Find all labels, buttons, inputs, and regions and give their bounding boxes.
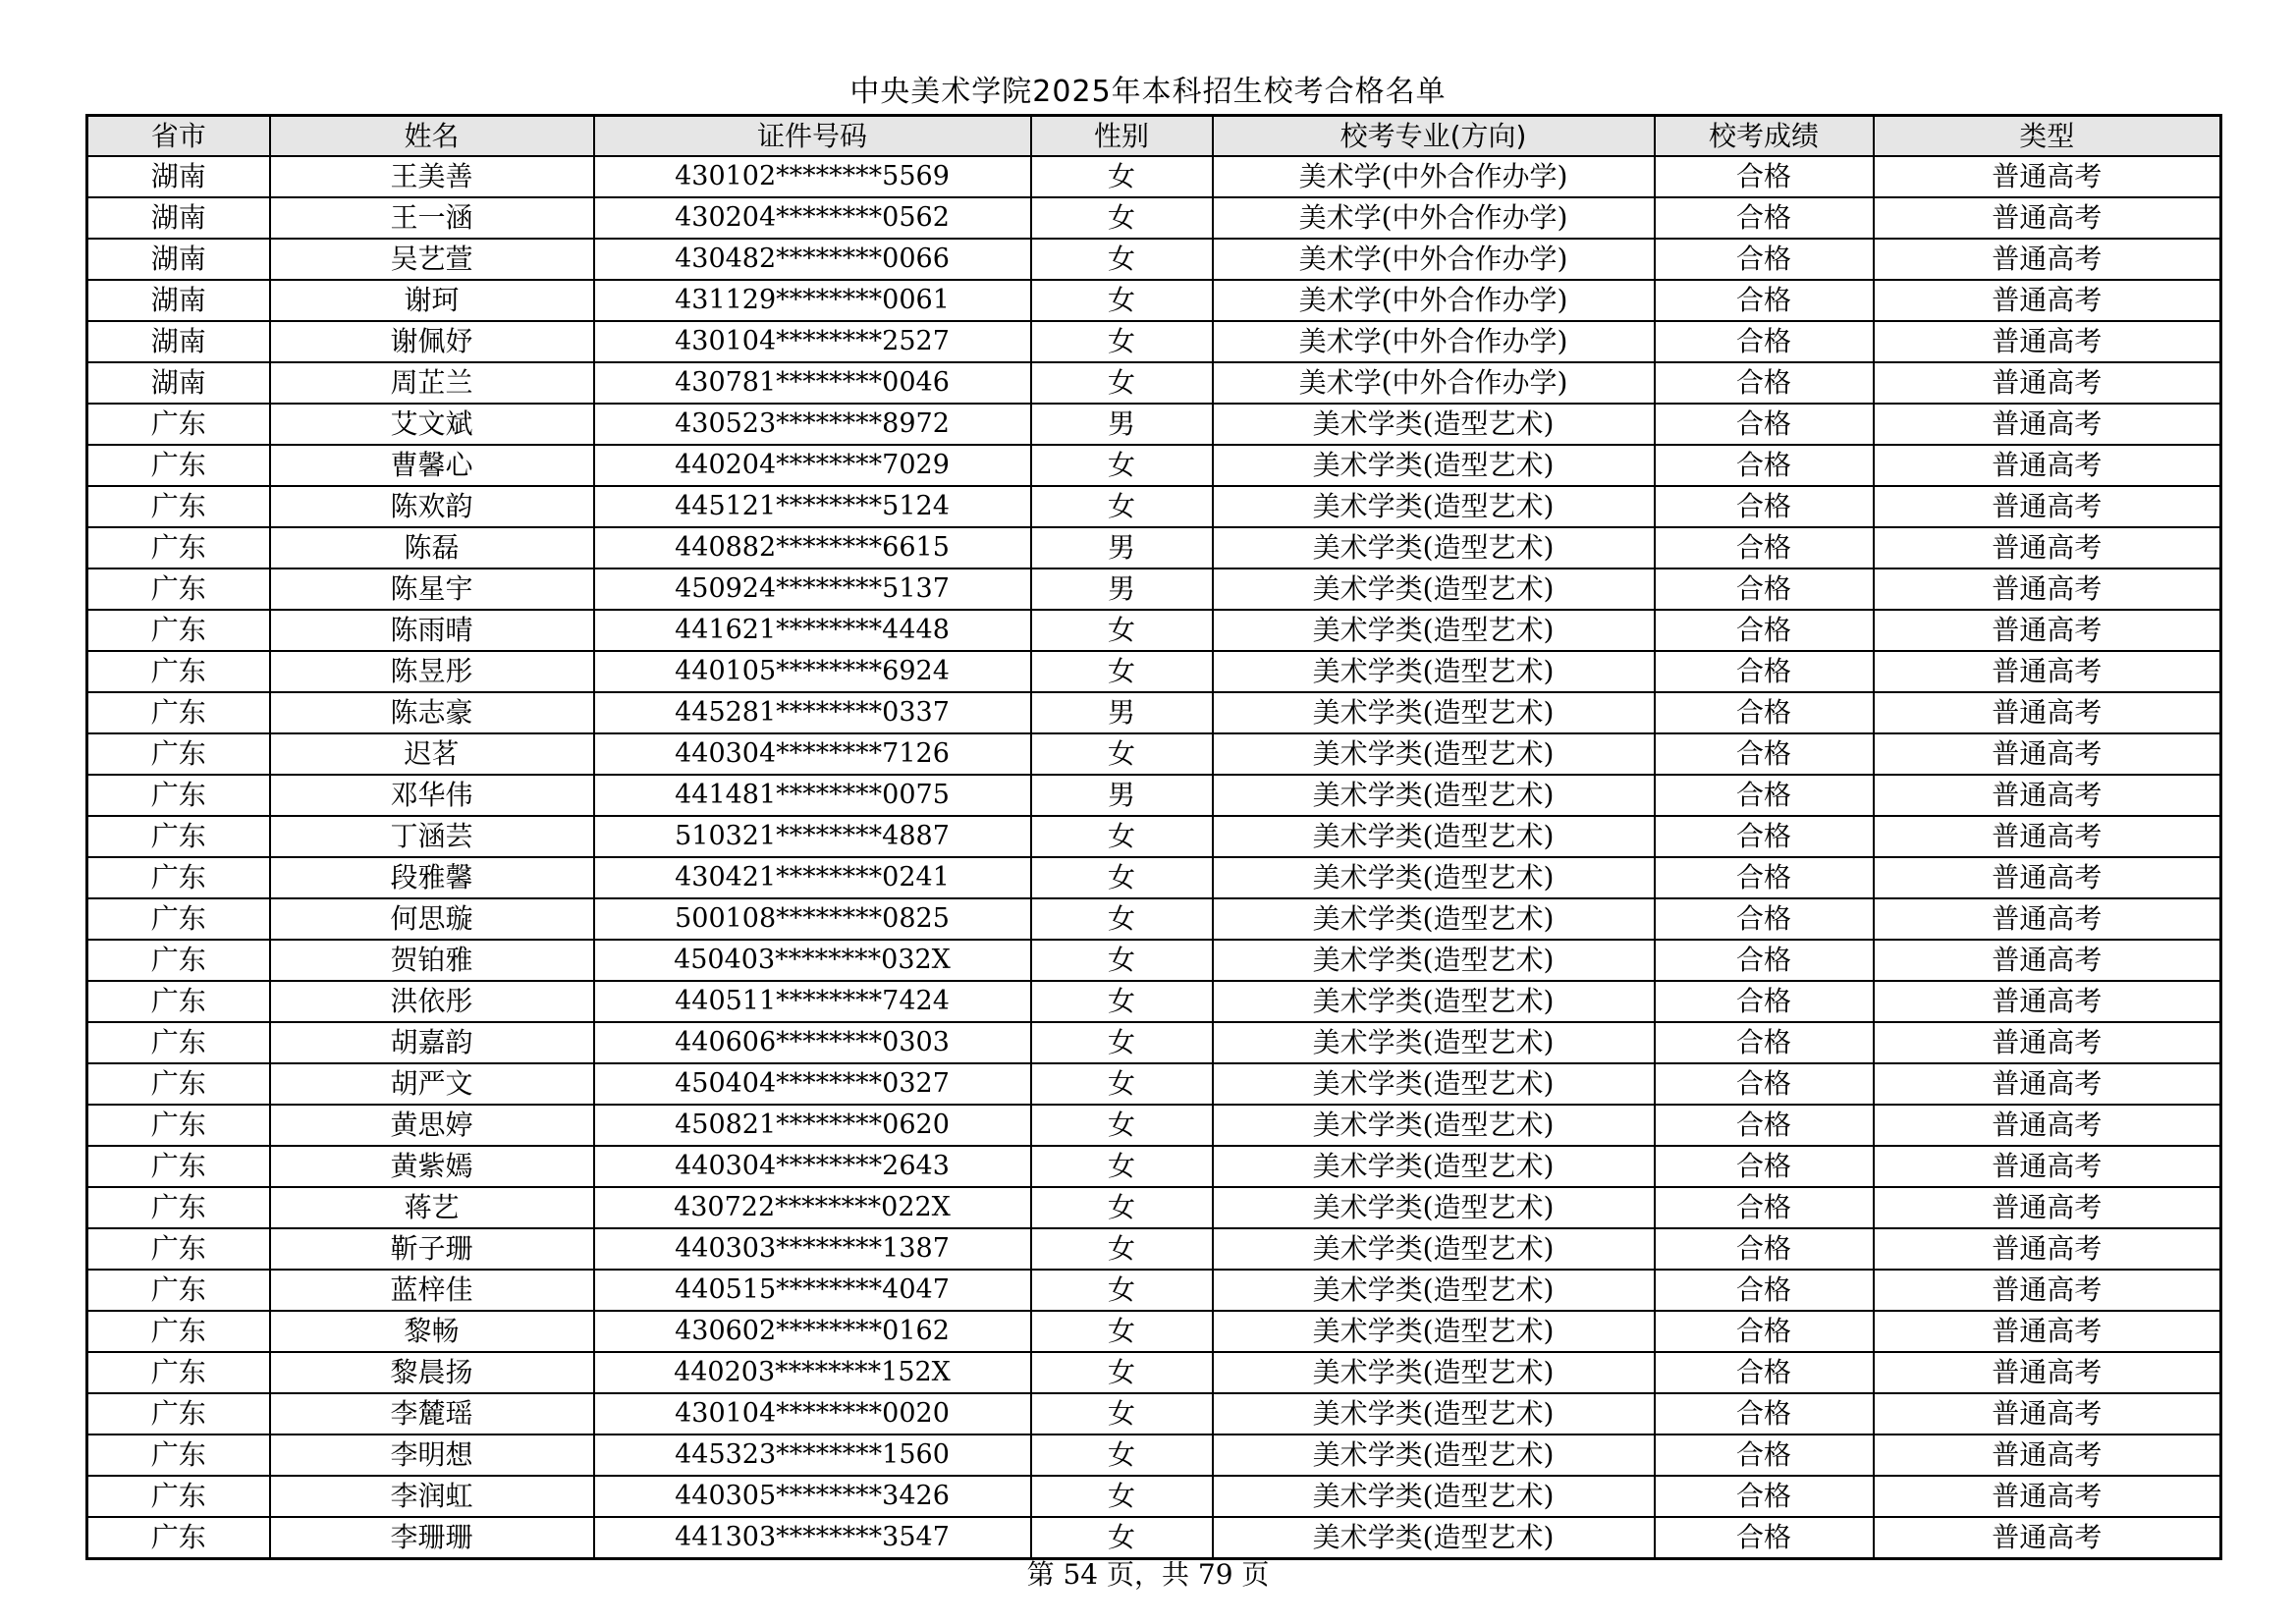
- major-cell: 美术学类(造型艺术): [1213, 733, 1655, 775]
- gender-cell: 女: [1031, 1311, 1213, 1352]
- result-cell: 合格: [1655, 404, 1874, 445]
- result-cell: 合格: [1655, 197, 1874, 239]
- table-row: [87, 1270, 2221, 1311]
- major-cell: 美术学类(造型艺术): [1213, 692, 1655, 733]
- table-row: [87, 898, 2221, 940]
- id-number-cell: 431129********0061: [594, 280, 1031, 321]
- province-cell: 广东: [87, 857, 270, 898]
- name-cell: 李润虹: [270, 1476, 594, 1517]
- province-cell: 湖南: [87, 239, 270, 280]
- result-cell: 合格: [1655, 527, 1874, 568]
- id-number-cell: 430781********0046: [594, 362, 1031, 404]
- id-number-cell: 445121********5124: [594, 486, 1031, 527]
- type-cell: 普通高考: [1874, 1517, 2221, 1559]
- province-cell: 广东: [87, 651, 270, 692]
- name-cell: 陈志豪: [270, 692, 594, 733]
- result-cell: 合格: [1655, 898, 1874, 940]
- table-row: [87, 733, 2221, 775]
- result-cell: 合格: [1655, 1311, 1874, 1352]
- result-cell: 合格: [1655, 362, 1874, 404]
- table-row: [87, 156, 2221, 197]
- id-number-cell: 440204********7029: [594, 445, 1031, 486]
- name-cell: 迟茗: [270, 733, 594, 775]
- major-cell: 美术学类(造型艺术): [1213, 1228, 1655, 1270]
- table-row: [87, 981, 2221, 1022]
- table-row: [87, 1393, 2221, 1435]
- table-row: [87, 445, 2221, 486]
- table-row: [87, 816, 2221, 857]
- province-cell: 湖南: [87, 280, 270, 321]
- id-number-cell: 441303********3547: [594, 1517, 1031, 1559]
- type-cell: 普通高考: [1874, 692, 2221, 733]
- result-cell: 合格: [1655, 1393, 1874, 1435]
- table-body: [87, 156, 2221, 1559]
- column-header-major: 校考专业(方向): [1213, 116, 1655, 157]
- name-cell: 蓝梓佳: [270, 1270, 594, 1311]
- major-cell: 美术学类(造型艺术): [1213, 486, 1655, 527]
- result-cell: 合格: [1655, 1476, 1874, 1517]
- result-cell: 合格: [1655, 857, 1874, 898]
- id-number-cell: 510321********4887: [594, 816, 1031, 857]
- major-cell: 美术学类(造型艺术): [1213, 527, 1655, 568]
- id-number-cell: 450403********032X: [594, 940, 1031, 981]
- province-cell: 湖南: [87, 197, 270, 239]
- major-cell: 美术学类(造型艺术): [1213, 857, 1655, 898]
- id-number-cell: 430204********0562: [594, 197, 1031, 239]
- result-cell: 合格: [1655, 1270, 1874, 1311]
- major-cell: 美术学类(造型艺术): [1213, 1063, 1655, 1105]
- province-cell: 广东: [87, 404, 270, 445]
- id-number-cell: 445281********0337: [594, 692, 1031, 733]
- result-cell: 合格: [1655, 1352, 1874, 1393]
- type-cell: 普通高考: [1874, 1476, 2221, 1517]
- type-cell: 普通高考: [1874, 1146, 2221, 1187]
- name-cell: 黎畅: [270, 1311, 594, 1352]
- gender-cell: 女: [1031, 816, 1213, 857]
- type-cell: 普通高考: [1874, 1022, 2221, 1063]
- gender-cell: 女: [1031, 610, 1213, 651]
- province-cell: 广东: [87, 527, 270, 568]
- result-cell: 合格: [1655, 568, 1874, 610]
- column-header-name: 姓名: [270, 116, 594, 157]
- name-cell: 洪依彤: [270, 981, 594, 1022]
- major-cell: 美术学类(造型艺术): [1213, 1105, 1655, 1146]
- id-number-cell: 440304********2643: [594, 1146, 1031, 1187]
- id-number-cell: 450404********0327: [594, 1063, 1031, 1105]
- id-number-cell: 430104********2527: [594, 321, 1031, 362]
- gender-cell: 女: [1031, 651, 1213, 692]
- province-cell: 广东: [87, 1022, 270, 1063]
- column-header-province: 省市: [87, 116, 270, 157]
- province-cell: 广东: [87, 1517, 270, 1559]
- result-cell: 合格: [1655, 1435, 1874, 1476]
- table-row: [87, 651, 2221, 692]
- gender-cell: 女: [1031, 1393, 1213, 1435]
- gender-cell: 女: [1031, 898, 1213, 940]
- type-cell: 普通高考: [1874, 445, 2221, 486]
- major-cell: 美术学(中外合作办学): [1213, 239, 1655, 280]
- type-cell: 普通高考: [1874, 527, 2221, 568]
- major-cell: 美术学类(造型艺术): [1213, 1311, 1655, 1352]
- id-number-cell: 440882********6615: [594, 527, 1031, 568]
- column-header-gender: 性别: [1031, 116, 1213, 157]
- type-cell: 普通高考: [1874, 1063, 2221, 1105]
- type-cell: 普通高考: [1874, 1352, 2221, 1393]
- id-number-cell: 430523********8972: [594, 404, 1031, 445]
- id-number-cell: 440105********6924: [594, 651, 1031, 692]
- gender-cell: 女: [1031, 1476, 1213, 1517]
- result-cell: 合格: [1655, 775, 1874, 816]
- id-number-cell: 440304********7126: [594, 733, 1031, 775]
- result-cell: 合格: [1655, 940, 1874, 981]
- name-cell: 陈欢韵: [270, 486, 594, 527]
- name-cell: 吴艺萱: [270, 239, 594, 280]
- table-row: [87, 1187, 2221, 1228]
- table-row: [87, 940, 2221, 981]
- major-cell: 美术学类(造型艺术): [1213, 445, 1655, 486]
- major-cell: 美术学类(造型艺术): [1213, 651, 1655, 692]
- table-row: [87, 775, 2221, 816]
- id-number-cell: 450821********0620: [594, 1105, 1031, 1146]
- result-cell: 合格: [1655, 1063, 1874, 1105]
- major-cell: 美术学类(造型艺术): [1213, 1146, 1655, 1187]
- major-cell: 美术学类(造型艺术): [1213, 1517, 1655, 1559]
- province-cell: 广东: [87, 1435, 270, 1476]
- type-cell: 普通高考: [1874, 156, 2221, 197]
- gender-cell: 女: [1031, 940, 1213, 981]
- admission-list-table: [85, 114, 2222, 1560]
- id-number-cell: 440203********152X: [594, 1352, 1031, 1393]
- gender-cell: 女: [1031, 156, 1213, 197]
- type-cell: 普通高考: [1874, 1187, 2221, 1228]
- id-number-cell: 430421********0241: [594, 857, 1031, 898]
- type-cell: 普通高考: [1874, 1393, 2221, 1435]
- type-cell: 普通高考: [1874, 775, 2221, 816]
- result-cell: 合格: [1655, 1517, 1874, 1559]
- id-number-cell: 440606********0303: [594, 1022, 1031, 1063]
- province-cell: 湖南: [87, 321, 270, 362]
- name-cell: 李珊珊: [270, 1517, 594, 1559]
- type-cell: 普通高考: [1874, 610, 2221, 651]
- id-number-cell: 450924********5137: [594, 568, 1031, 610]
- column-header-result: 校考成绩: [1655, 116, 1874, 157]
- province-cell: 湖南: [87, 156, 270, 197]
- result-cell: 合格: [1655, 486, 1874, 527]
- table-row: [87, 239, 2221, 280]
- gender-cell: 男: [1031, 692, 1213, 733]
- name-cell: 陈磊: [270, 527, 594, 568]
- type-cell: 普通高考: [1874, 486, 2221, 527]
- gender-cell: 女: [1031, 197, 1213, 239]
- type-cell: 普通高考: [1874, 898, 2221, 940]
- gender-cell: 女: [1031, 1228, 1213, 1270]
- major-cell: 美术学类(造型艺术): [1213, 940, 1655, 981]
- name-cell: 胡嘉韵: [270, 1022, 594, 1063]
- province-cell: 广东: [87, 1393, 270, 1435]
- province-cell: 广东: [87, 610, 270, 651]
- province-cell: 广东: [87, 1270, 270, 1311]
- type-cell: 普通高考: [1874, 321, 2221, 362]
- type-cell: 普通高考: [1874, 239, 2221, 280]
- province-cell: 广东: [87, 733, 270, 775]
- major-cell: 美术学(中外合作办学): [1213, 362, 1655, 404]
- name-cell: 王美善: [270, 156, 594, 197]
- gender-cell: 女: [1031, 239, 1213, 280]
- gender-cell: 女: [1031, 1187, 1213, 1228]
- type-cell: 普通高考: [1874, 981, 2221, 1022]
- gender-cell: 女: [1031, 486, 1213, 527]
- type-cell: 普通高考: [1874, 733, 2221, 775]
- table-row: [87, 486, 2221, 527]
- result-cell: 合格: [1655, 981, 1874, 1022]
- name-cell: 黄思婷: [270, 1105, 594, 1146]
- type-cell: 普通高考: [1874, 940, 2221, 981]
- major-cell: 美术学(中外合作办学): [1213, 156, 1655, 197]
- id-number-cell: 430482********0066: [594, 239, 1031, 280]
- result-cell: 合格: [1655, 156, 1874, 197]
- table-row: [87, 1435, 2221, 1476]
- province-cell: 湖南: [87, 362, 270, 404]
- province-cell: 广东: [87, 1187, 270, 1228]
- province-cell: 广东: [87, 568, 270, 610]
- province-cell: 广东: [87, 816, 270, 857]
- name-cell: 谢佩妤: [270, 321, 594, 362]
- table-row: [87, 1105, 2221, 1146]
- name-cell: 王一涵: [270, 197, 594, 239]
- result-cell: 合格: [1655, 445, 1874, 486]
- major-cell: 美术学类(造型艺术): [1213, 1022, 1655, 1063]
- major-cell: 美术学类(造型艺术): [1213, 404, 1655, 445]
- id-number-cell: 430104********0020: [594, 1393, 1031, 1435]
- gender-cell: 女: [1031, 1270, 1213, 1311]
- id-number-cell: 445323********1560: [594, 1435, 1031, 1476]
- name-cell: 何思璇: [270, 898, 594, 940]
- table-row: [87, 1311, 2221, 1352]
- name-cell: 艾文斌: [270, 404, 594, 445]
- gender-cell: 男: [1031, 527, 1213, 568]
- page-title: 中央美术学院2025年本科招生校考合格名单: [849, 75, 1447, 109]
- result-cell: 合格: [1655, 1187, 1874, 1228]
- province-cell: 广东: [87, 1105, 270, 1146]
- id-number-cell: 430722********022X: [594, 1187, 1031, 1228]
- result-cell: 合格: [1655, 321, 1874, 362]
- type-cell: 普通高考: [1874, 568, 2221, 610]
- province-cell: 广东: [87, 1146, 270, 1187]
- table-row: [87, 568, 2221, 610]
- major-cell: 美术学类(造型艺术): [1213, 568, 1655, 610]
- gender-cell: 女: [1031, 362, 1213, 404]
- name-cell: 陈雨晴: [270, 610, 594, 651]
- province-cell: 广东: [87, 1311, 270, 1352]
- column-header-id-number: 证件号码: [594, 116, 1031, 157]
- name-cell: 邓华伟: [270, 775, 594, 816]
- id-number-cell: 441621********4448: [594, 610, 1031, 651]
- name-cell: 陈星宇: [270, 568, 594, 610]
- province-cell: 广东: [87, 445, 270, 486]
- id-number-cell: 440303********1387: [594, 1228, 1031, 1270]
- result-cell: 合格: [1655, 1228, 1874, 1270]
- gender-cell: 女: [1031, 733, 1213, 775]
- name-cell: 贺铂雅: [270, 940, 594, 981]
- table-row: [87, 1352, 2221, 1393]
- name-cell: 胡严文: [270, 1063, 594, 1105]
- gender-cell: 女: [1031, 280, 1213, 321]
- table-row: [87, 610, 2221, 651]
- column-header-type: 类型: [1874, 116, 2221, 157]
- province-cell: 广东: [87, 1352, 270, 1393]
- province-cell: 广东: [87, 940, 270, 981]
- type-cell: 普通高考: [1874, 280, 2221, 321]
- id-number-cell: 440515********4047: [594, 1270, 1031, 1311]
- result-cell: 合格: [1655, 610, 1874, 651]
- id-number-cell: 430602********0162: [594, 1311, 1031, 1352]
- gender-cell: 女: [1031, 981, 1213, 1022]
- result-cell: 合格: [1655, 280, 1874, 321]
- gender-cell: 男: [1031, 568, 1213, 610]
- table-header-row: [87, 116, 2221, 157]
- table-row: [87, 197, 2221, 239]
- table-row: [87, 1517, 2221, 1559]
- type-cell: 普通高考: [1874, 1270, 2221, 1311]
- major-cell: 美术学类(造型艺术): [1213, 1393, 1655, 1435]
- major-cell: 美术学类(造型艺术): [1213, 610, 1655, 651]
- name-cell: 曹馨心: [270, 445, 594, 486]
- major-cell: 美术学类(造型艺术): [1213, 898, 1655, 940]
- id-number-cell: 441481********0075: [594, 775, 1031, 816]
- name-cell: 黄紫嫣: [270, 1146, 594, 1187]
- gender-cell: 女: [1031, 1517, 1213, 1559]
- table-row: [87, 692, 2221, 733]
- table-row: [87, 404, 2221, 445]
- name-cell: 周芷兰: [270, 362, 594, 404]
- result-cell: 合格: [1655, 1022, 1874, 1063]
- gender-cell: 男: [1031, 775, 1213, 816]
- province-cell: 广东: [87, 775, 270, 816]
- major-cell: 美术学(中外合作办学): [1213, 280, 1655, 321]
- table-row: [87, 1063, 2221, 1105]
- result-cell: 合格: [1655, 1146, 1874, 1187]
- page-footer: 第 54 页，共 79 页: [1026, 1558, 1270, 1591]
- type-cell: 普通高考: [1874, 404, 2221, 445]
- major-cell: 美术学类(造型艺术): [1213, 775, 1655, 816]
- gender-cell: 男: [1031, 404, 1213, 445]
- type-cell: 普通高考: [1874, 651, 2221, 692]
- type-cell: 普通高考: [1874, 197, 2221, 239]
- name-cell: 陈昱彤: [270, 651, 594, 692]
- gender-cell: 女: [1031, 1022, 1213, 1063]
- gender-cell: 女: [1031, 1435, 1213, 1476]
- name-cell: 李明想: [270, 1435, 594, 1476]
- gender-cell: 女: [1031, 445, 1213, 486]
- type-cell: 普通高考: [1874, 816, 2221, 857]
- major-cell: 美术学类(造型艺术): [1213, 1187, 1655, 1228]
- table-row: [87, 1022, 2221, 1063]
- gender-cell: 女: [1031, 321, 1213, 362]
- table-row: [87, 1228, 2221, 1270]
- name-cell: 蒋艺: [270, 1187, 594, 1228]
- gender-cell: 女: [1031, 1352, 1213, 1393]
- province-cell: 广东: [87, 692, 270, 733]
- result-cell: 合格: [1655, 816, 1874, 857]
- major-cell: 美术学(中外合作办学): [1213, 321, 1655, 362]
- name-cell: 丁涵芸: [270, 816, 594, 857]
- id-number-cell: 440511********7424: [594, 981, 1031, 1022]
- table-row: [87, 527, 2221, 568]
- type-cell: 普通高考: [1874, 362, 2221, 404]
- result-cell: 合格: [1655, 239, 1874, 280]
- name-cell: 黎晨扬: [270, 1352, 594, 1393]
- major-cell: 美术学类(造型艺术): [1213, 816, 1655, 857]
- gender-cell: 女: [1031, 857, 1213, 898]
- major-cell: 美术学类(造型艺术): [1213, 1476, 1655, 1517]
- province-cell: 广东: [87, 898, 270, 940]
- major-cell: 美术学类(造型艺术): [1213, 981, 1655, 1022]
- table-row: [87, 362, 2221, 404]
- table-row: [87, 321, 2221, 362]
- province-cell: 广东: [87, 1228, 270, 1270]
- result-cell: 合格: [1655, 733, 1874, 775]
- major-cell: 美术学类(造型艺术): [1213, 1352, 1655, 1393]
- province-cell: 广东: [87, 1476, 270, 1517]
- gender-cell: 女: [1031, 1105, 1213, 1146]
- major-cell: 美术学类(造型艺术): [1213, 1270, 1655, 1311]
- name-cell: 段雅馨: [270, 857, 594, 898]
- table-row: [87, 857, 2221, 898]
- name-cell: 靳子珊: [270, 1228, 594, 1270]
- major-cell: 美术学类(造型艺术): [1213, 1435, 1655, 1476]
- type-cell: 普通高考: [1874, 1228, 2221, 1270]
- gender-cell: 女: [1031, 1146, 1213, 1187]
- result-cell: 合格: [1655, 651, 1874, 692]
- type-cell: 普通高考: [1874, 1435, 2221, 1476]
- name-cell: 谢珂: [270, 280, 594, 321]
- type-cell: 普通高考: [1874, 857, 2221, 898]
- gender-cell: 女: [1031, 1063, 1213, 1105]
- result-cell: 合格: [1655, 1105, 1874, 1146]
- result-cell: 合格: [1655, 692, 1874, 733]
- province-cell: 广东: [87, 1063, 270, 1105]
- province-cell: 广东: [87, 486, 270, 527]
- type-cell: 普通高考: [1874, 1105, 2221, 1146]
- id-number-cell: 430102********5569: [594, 156, 1031, 197]
- id-number-cell: 500108********0825: [594, 898, 1031, 940]
- type-cell: 普通高考: [1874, 1311, 2221, 1352]
- id-number-cell: 440305********3426: [594, 1476, 1031, 1517]
- table-row: [87, 1476, 2221, 1517]
- major-cell: 美术学(中外合作办学): [1213, 197, 1655, 239]
- province-cell: 广东: [87, 981, 270, 1022]
- table-row: [87, 1146, 2221, 1187]
- name-cell: 李麓瑶: [270, 1393, 594, 1435]
- table-row: [87, 280, 2221, 321]
